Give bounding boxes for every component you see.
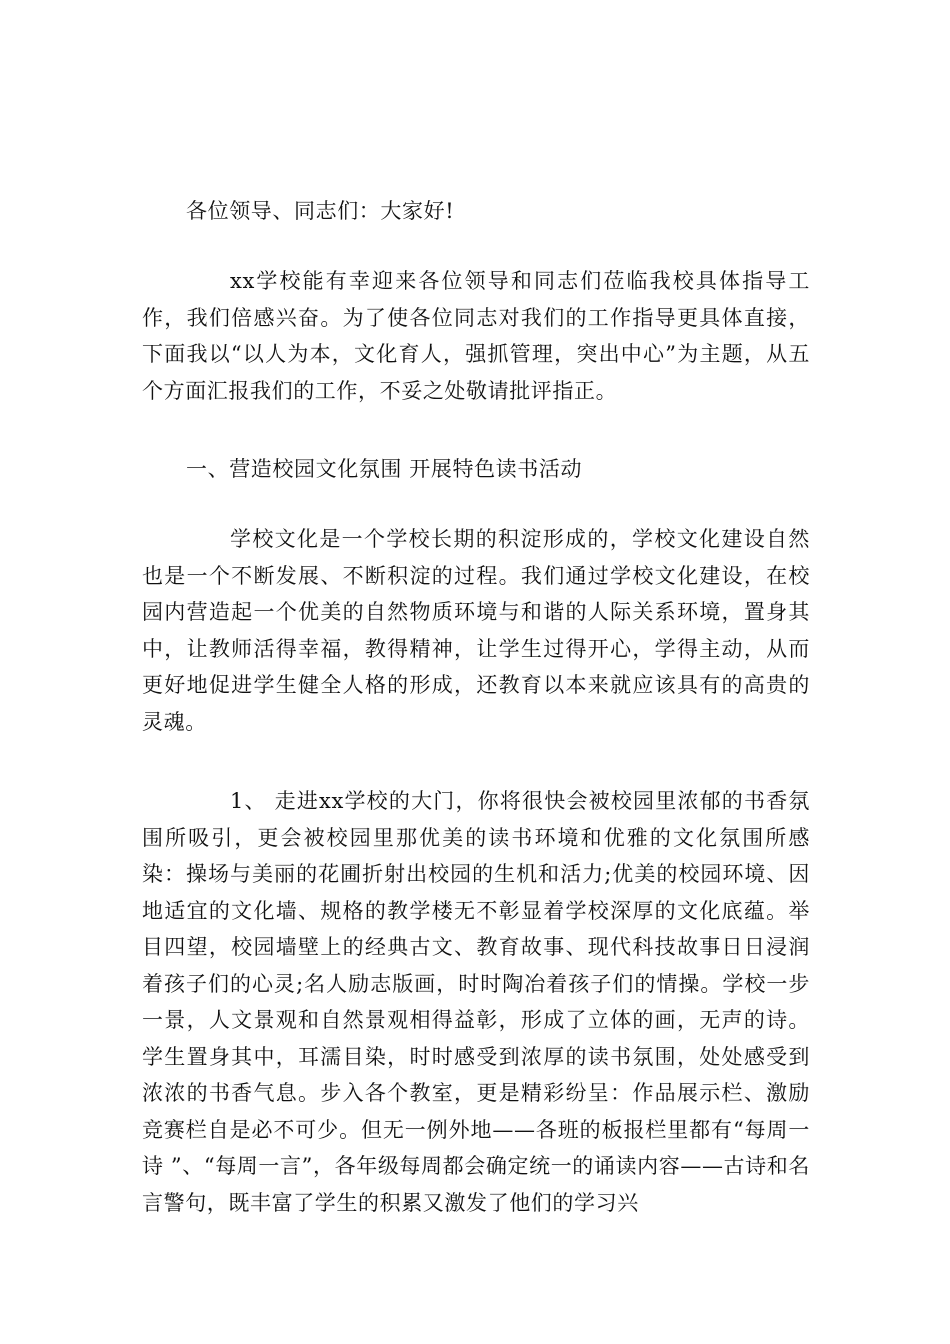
greeting-line: 各位领导、同志们：大家好! bbox=[186, 199, 455, 223]
item-1-paragraph: 1、 走进xx学校的大门，你将很快会被校园里浓郁的书香氛围所吸引，更会被校园里那优美的读书环境和优雅的文化氛围所感染：操场与美丽的花圃折射出校园的生机和活力;优美的校园环境、因地适宜的文化墙、规格的教学楼无不彰显着学校深厚的文化底蕴。举目四望，校园墙壁上的经典古文、教育故事、现代科技故事日日浸润着孩子们的心灵;名人励志版画，时时陶冶着孩子们的情操。学校一步一景，人文景观和自然景观相得益彰，形成了立体的画，无声的诗。学生置身其中，耳濡目染，时时感受到浓厚的读书氛围，处处感受到浓浓的书香气息。步入各个教室，更是精彩纷呈：作品展示栏、激励竞赛栏自是必不可少。但无一例外地——各班的板报栏里都有“每周一诗 ”、“每周一言”，各年级每周都会确定统一的诵读内容——古诗和名言警句，既丰富了学生的积累又激发了他们的学习兴 bbox=[142, 789, 810, 1215]
section-heading: 一、营造校园文化氛围 开展特色读书活动 bbox=[186, 457, 583, 481]
intro-paragraph: xx学校能有幸迎来各位领导和同志们莅临我校具体指导工作，我们倍感兴奋。为了使各位同志对我们的工作指导更具体直接，下面我以“以人为本，文化育人，强抓管理，突出中心”为主题，从五个方面汇报我们的工作，不妥之处敬请批评指正。 bbox=[142, 269, 810, 403]
school-culture-paragraph: 学校文化是一个学校长期的积淀形成的，学校文化建设自然也是一个不断发展、不断积淀的过程。我们通过学校文化建设，在校园内营造起一个优美的自然物质环境与和谐的人际关系环境，置身其中，让教师活得幸福，教得精神，让学生过得开心，学得主动，从而更好地促进学生健全人格的形成，还教育以本来就应该具有的高贵的灵魂。 bbox=[142, 527, 810, 734]
